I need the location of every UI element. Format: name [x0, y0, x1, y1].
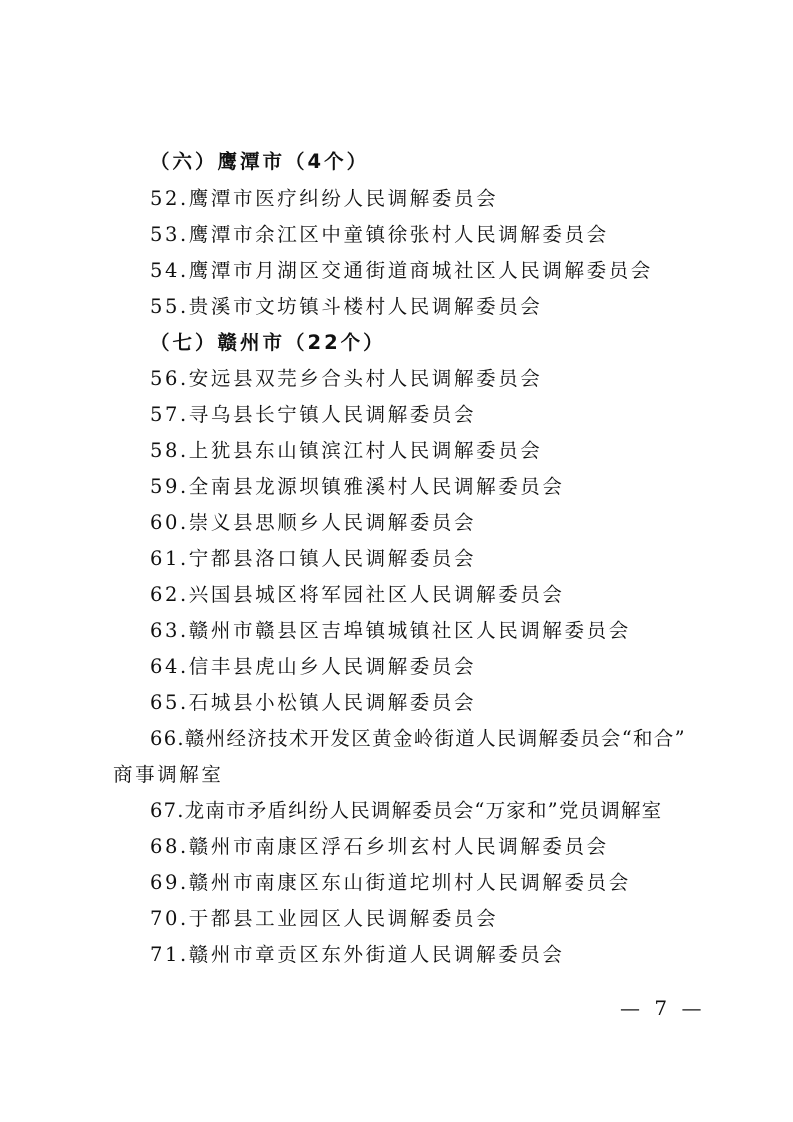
list-item: 54.鹰潭市月湖区交通街道商城社区人民调解委员会 [150, 259, 653, 282]
section-heading-yingtan: （六）鹰潭市（4个） [150, 150, 370, 173]
list-item: 64.信丰县虎山乡人民调解委员会 [150, 655, 477, 678]
list-item: 65.石城县小松镇人民调解委员会 [150, 691, 477, 714]
list-item: 52.鹰潭市医疗纠纷人民调解委员会 [150, 187, 499, 210]
list-item: 69.赣州市南康区东山街道坨圳村人民调解委员会 [150, 871, 631, 894]
list-item: 57.寻乌县长宁镇人民调解委员会 [150, 403, 477, 426]
list-item: 61.宁都县洛口镇人民调解委员会 [150, 547, 477, 570]
list-item: 58.上犹县东山镇滨江村人民调解委员会 [150, 439, 543, 462]
list-item: 71.赣州市章贡区东外街道人民调解委员会 [150, 943, 565, 966]
list-item-continuation: 商事调解室 [113, 763, 224, 786]
list-item: 56.安远县双芫乡合头村人民调解委员会 [150, 367, 543, 390]
list-item: 62.兴国县城区将军园社区人民调解委员会 [150, 583, 565, 606]
page-number: — 7 — [620, 996, 706, 1020]
list-item: 59.全南县龙源坝镇雅溪村人民调解委员会 [150, 475, 565, 498]
list-item: 70.于都县工业园区人民调解委员会 [150, 907, 499, 930]
list-item: 63.赣州市赣县区吉埠镇城镇社区人民调解委员会 [150, 619, 631, 642]
list-item: 67.龙南市矛盾纠纷人民调解委员会“万家和”党员调解室 [150, 799, 663, 822]
list-item: 60.崇义县思顺乡人民调解委员会 [150, 511, 477, 534]
list-item: 68.赣州市南康区浮石乡圳玄村人民调解委员会 [150, 835, 609, 858]
section-heading-ganzhou: （七）赣州市（22个） [150, 331, 386, 354]
list-item: 53.鹰潭市余江区中童镇徐张村人民调解委员会 [150, 223, 609, 246]
list-item: 55.贵溪市文坊镇斗楼村人民调解委员会 [150, 295, 543, 318]
list-item: 66.赣州经济技术开发区黄金岭街道人民调解委员会“和合” [150, 727, 686, 750]
